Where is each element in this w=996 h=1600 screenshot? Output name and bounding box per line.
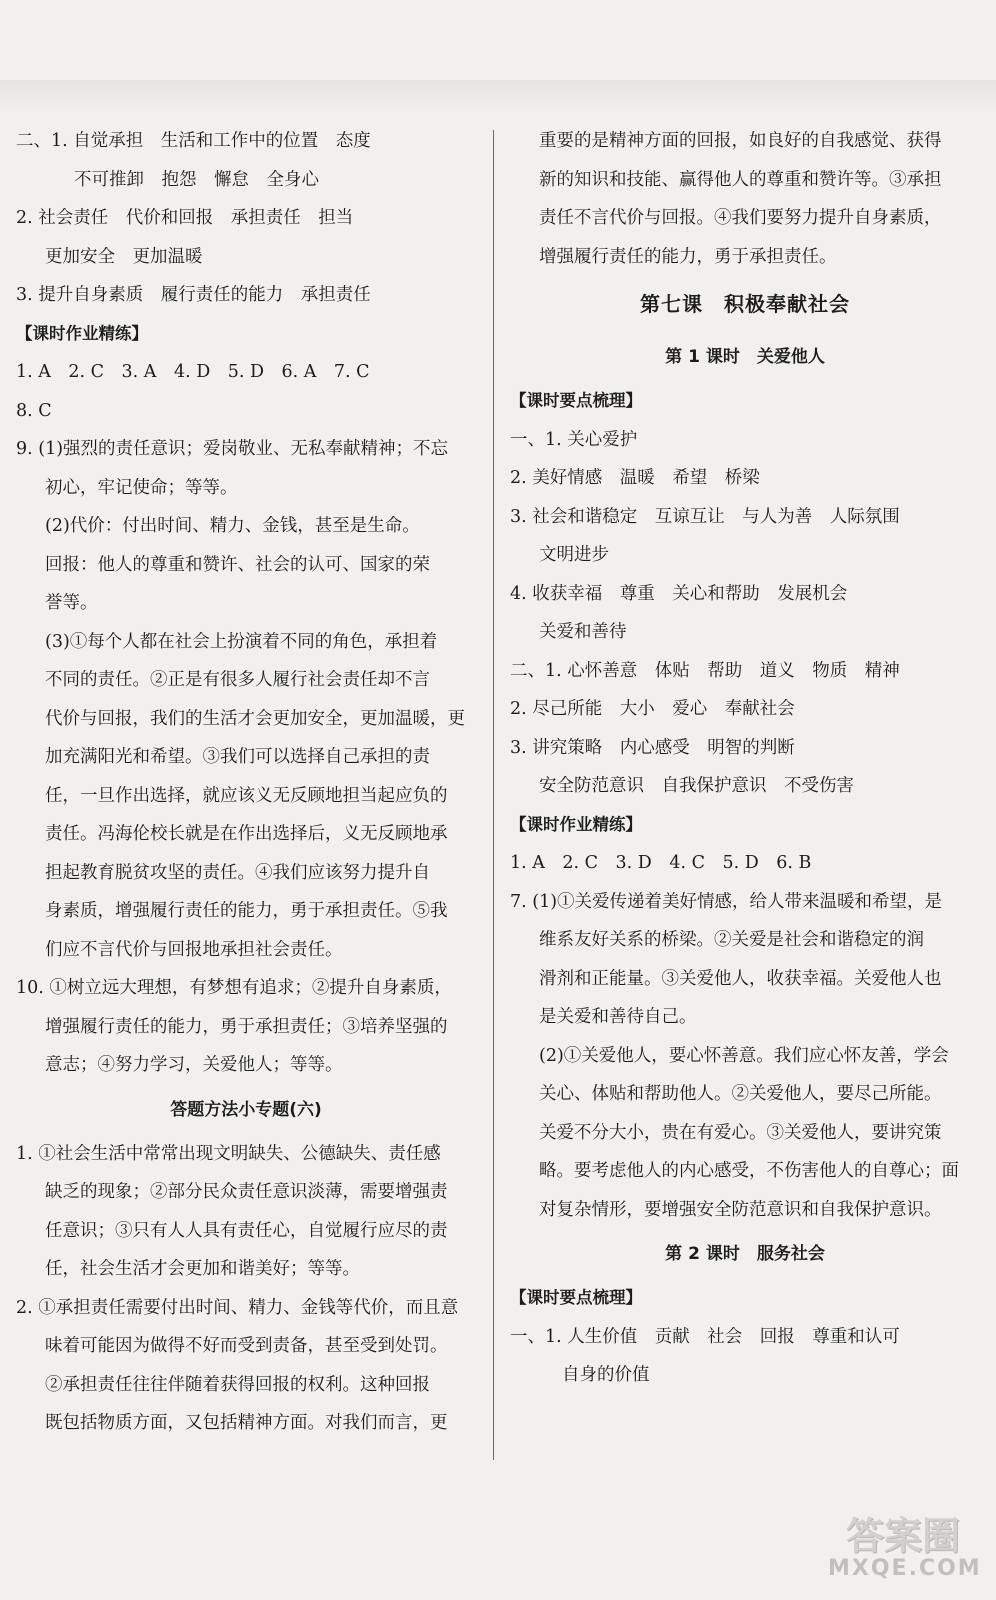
answer-line: 文明进步: [539, 545, 609, 565]
answer-line: 2. 社会责任 代价和回报 承担责任 担当: [16, 208, 354, 228]
answer-line: 责任不言代价与回报。④我们要努力提升自身素质，: [539, 208, 942, 228]
subsection-heading: 【课时要点梳理】: [510, 391, 642, 410]
subsection-heading: 【课时作业精练】: [510, 814, 642, 834]
answer-line: 责任。冯海伦校长就是在作出选择后，义无反顾地承: [45, 824, 448, 844]
section-heading: 第 1 课时 关爱他人: [665, 347, 825, 367]
answer-line: 更加安全 更加温暖: [45, 246, 203, 267]
answer-line: 既包括物质方面，又包括精神方面。对我们而言，更: [45, 1413, 448, 1433]
answer-line: 7. (1)①关爱传递着美好情感，给人带来温暖和希望，是: [510, 891, 943, 912]
answer-line: 3. 提升自身素质 履行责任的能力 承担责任: [16, 285, 371, 305]
answer-line: 担起教育脱贫攻坚的责任。④我们应该努力提升自: [45, 862, 430, 883]
answer-line: 1. A 2. C 3. D 4. C 5. D 6. B: [510, 853, 812, 873]
answer-line: 不同的责任。②正是有很多人履行社会责任却不言: [45, 670, 430, 690]
answer-line: 代价与回报，我们的生活才会更加安全，更加温暖，更: [45, 708, 465, 729]
answer-line: 关爱和善待: [539, 622, 627, 642]
answer-line: 加充满阳光和希望。③我们可以选择自己承担的责: [45, 747, 430, 767]
answer-line: ②承担责任往往伴随着获得回报的权利。这种回报: [45, 1374, 430, 1395]
answer-line: 一、1. 关心爱护: [510, 429, 638, 450]
answer-line: 对复杂情形，要增强安全防范意识和自我保护意识。: [539, 1199, 942, 1220]
answer-line: (3)①每个人都在社会上扮演着不同的角色，承担着: [45, 631, 438, 652]
watermark-title: 答案圈: [845, 1514, 960, 1558]
answer-line: 滑剂和正能量。③关爱他人，收获幸福。关爱他人也: [539, 968, 942, 989]
section-heading: 第 2 课时 服务社会: [665, 1244, 825, 1264]
scan-top-band: [0, 80, 996, 108]
answer-line: 意志；④努力学习，关爱他人；等等。: [45, 1055, 343, 1075]
answer-line: 重要的是精神方面的回报，如良好的自我感觉、获得: [539, 131, 942, 151]
subsection-heading: 【课时作业精练】: [16, 323, 148, 343]
answer-line: 2. ①承担责任需要付出时间、精力、金钱等代价，而且意: [16, 1297, 459, 1318]
answer-line: 回报：他人的尊重和赞许、社会的认可、国家的荣: [45, 554, 430, 575]
left-column: [16, 122, 476, 1443]
answer-line: 增强履行责任的能力，勇于承担责任；③培养坚强的: [45, 1016, 448, 1037]
site-watermark-logo: [828, 1514, 982, 1590]
answer-line: 略。要考虑他人的内心感受，不伤害他人的自尊心；面: [539, 1161, 959, 1181]
answer-line: 不可推卸 抱怨 懈怠 全身心: [74, 169, 319, 190]
answer-line: 是关爱和善待自己。: [539, 1007, 697, 1027]
answer-line: 二、1. 心怀善意 体贴 帮助 道义 物质 精神: [510, 660, 900, 681]
answer-line: 二、1. 自觉承担 生活和工作中的位置 态度: [16, 131, 371, 151]
answer-line: 任意识；③只有人人具有责任心，自觉履行应尽的责: [45, 1220, 448, 1241]
answer-line: 关爱不分大小，贵在有爱心。③关爱他人，要讲究策: [539, 1122, 942, 1143]
right-column: [510, 122, 980, 1395]
answer-line: 任，社会生活才会更加和谐美好；等等。: [45, 1259, 360, 1279]
answer-line: 身素质，增强履行责任的能力，勇于承担责任。⑤我: [45, 901, 448, 921]
answer-line: 味着可能因为做得不好而受到责备，甚至受到处罚。: [45, 1336, 448, 1356]
answer-line: 9. (1)强烈的责任意识；爱岗敬业、无私奉献精神；不忘: [16, 439, 449, 459]
answer-line: 誉等。: [45, 593, 98, 613]
column-divider: [493, 130, 494, 1460]
answer-line: 缺乏的现象；②部分民众责任意识淡薄，需要增强责: [45, 1182, 448, 1202]
answer-line: 4. 收获幸福 尊重 关心和帮助 发展机会: [510, 583, 848, 604]
watermark-url: MXQE.COM: [828, 1556, 982, 1581]
answer-line: 2. 尽己所能 大小 爱心 奉献社会: [510, 699, 795, 719]
section-heading: 答题方法小专题(六): [170, 1099, 322, 1120]
answer-line: 维系友好关系的桥梁。②关爱是社会和谐稳定的润: [539, 930, 924, 950]
answer-line: 3. 讲究策略 内心感受 明智的判断: [510, 737, 795, 758]
answer-line: 安全防范意识 自我保护意识 不受伤害: [539, 776, 854, 796]
answer-line: 初心，牢记使命；等等。: [45, 477, 238, 498]
answer-line: 自身的价值: [562, 1365, 650, 1385]
answer-line: (2)代价：付出时间、精力、金钱，甚至是生命。: [45, 516, 420, 536]
subsection-heading: 【课时要点梳理】: [510, 1288, 642, 1307]
answer-line: 关心、体贴和帮助他人。②关爱他人，要尽己所能。: [539, 1084, 942, 1104]
answer-line: 1. ①社会生活中常常出现文明缺失、公德缺失、责任感: [16, 1143, 441, 1164]
answer-line: 新的知识和技能、赢得他人的尊重和赞许等。③承担: [539, 169, 942, 190]
answer-line: 8. C: [16, 400, 52, 421]
answer-line: 增强履行责任的能力，勇于承担责任。: [539, 246, 837, 267]
answer-line: 3. 社会和谐稳定 互谅互让 与人为善 人际氛围: [510, 506, 900, 527]
answer-line: 任，一旦作出选择，就应该义无反顾地担当起应负的: [45, 785, 448, 806]
answer-line: 2. 美好情感 温暖 希望 桥梁: [510, 468, 760, 488]
answer-line: 10. ①树立远大理想，有梦想有追求；②提升自身素质，: [16, 978, 452, 998]
answer-line: 们应不言代价与回报地承担社会责任。: [45, 939, 343, 960]
chapter-title: 第七课 积极奉献社会: [640, 292, 850, 316]
answer-line: 一、1. 人生价值 贡献 社会 回报 尊重和认可: [510, 1326, 900, 1347]
answer-line: (2)①关爱他人，要心怀善意。我们应心怀友善，学会: [539, 1045, 949, 1066]
answer-line: 1. A 2. C 3. A 4. D 5. D 6. A 7. C: [16, 362, 370, 382]
